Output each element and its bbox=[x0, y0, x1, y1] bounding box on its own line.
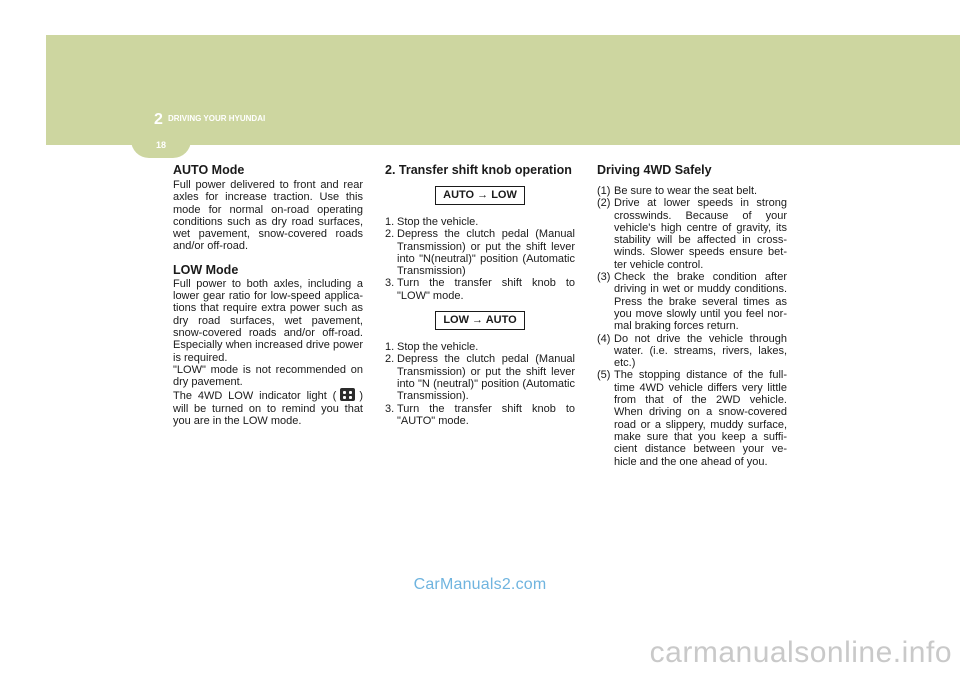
step-text: Depress the clutch pedal (Manual Transmission) or put the shift lever into "N(neutral)" position (Automatic Transmission) bbox=[397, 228, 575, 278]
indicator-text-before: The 4WD LOW indicator light ( bbox=[173, 390, 337, 403]
list-item bbox=[385, 353, 575, 402]
carmanuals-watermark[interactable]: CarManuals2.com bbox=[413, 576, 547, 593]
list-item bbox=[597, 333, 787, 370]
low-to-auto-steps bbox=[385, 341, 575, 427]
auto-mode-heading: AUTO Mode bbox=[173, 163, 245, 177]
auto-to-low-steps bbox=[385, 216, 575, 302]
list-item bbox=[597, 369, 787, 467]
indicator-text-after: ) will be turned on to remind you that you are in the LOW mode. bbox=[173, 390, 363, 428]
tip-text: Drive at lower speeds in strong crosswinds. Because of your vehicle's high centre of gravity, its stability will be affected in cross-winds. Slower speeds ensure bet-ter vehicle control. bbox=[614, 197, 787, 271]
driving-4wd-safely-heading: Driving 4WD Safely bbox=[597, 163, 712, 177]
list-item bbox=[385, 341, 575, 353]
low-mode-heading: LOW Mode bbox=[173, 262, 239, 277]
4wd-low-indicator-icon bbox=[340, 388, 355, 401]
step-number: 1. bbox=[385, 216, 395, 228]
auto-to-low-box: AUTO → LOW bbox=[435, 186, 525, 205]
column-modes bbox=[173, 163, 363, 427]
tip-text: The stopping distance of the full-time 4WD vehicle differs very little from that of the 2WD vehicle. When driving on a snow-covered road or a slippery, muddy surface, make sure that you keep a suffi-cient distance between your ve-hicle and the one ahead of you. bbox=[614, 369, 787, 468]
list-item bbox=[385, 216, 575, 228]
step-number: 2. bbox=[385, 228, 395, 241]
low-mode-text: Full power to both axles, including a lower gear ratio for low-speed applica-tions that require extra power such as dry road surfaces, wet pavement, snow-covered roads and/or off-road. Especially when increased drive power is required. bbox=[173, 277, 363, 364]
tip-text: Be sure to wear the seat belt. bbox=[614, 185, 758, 197]
low-to-auto-box: LOW → AUTO bbox=[435, 311, 525, 330]
column-safety bbox=[597, 163, 787, 468]
auto-mode-text: Full power delivered to front and rear axles for increase traction. Use this mode for normal on-road operating conditions such as dry road surfaces, wet pavement, snow-covered roads and/or off-road. bbox=[173, 179, 363, 253]
chapter-title: DRIVING YOUR HYUNDAI bbox=[168, 114, 266, 123]
tip-text: Check the brake condition after driving in wet or muddy conditions. Press the brake several times as you move slowly until you feel nor-mal braking forces return. bbox=[614, 271, 787, 333]
tip-text: Do not drive the vehicle through water. (i.e. streams, rivers, lakes, etc.) bbox=[614, 332, 787, 370]
step-text: Stop the vehicle. bbox=[397, 341, 479, 354]
header-band bbox=[46, 35, 960, 145]
page-number: 18 bbox=[155, 140, 166, 150]
tip-number: (4) bbox=[597, 332, 611, 345]
tip-number: (2) bbox=[597, 197, 611, 210]
column-transfer-knob bbox=[385, 163, 575, 427]
chapter-number: 2 bbox=[154, 111, 163, 128]
tip-number: (5) bbox=[597, 369, 611, 382]
step-text: Stop the vehicle. bbox=[397, 216, 479, 228]
tip-number: (3) bbox=[597, 271, 611, 284]
tip-number: (1) bbox=[597, 185, 611, 197]
list-item bbox=[597, 271, 787, 332]
step-number: 2. bbox=[385, 353, 395, 366]
list-item bbox=[385, 403, 575, 428]
list-item bbox=[597, 185, 787, 197]
step-number: 3. bbox=[385, 277, 395, 290]
indicator-paragraph bbox=[173, 388, 363, 427]
step-number: 3. bbox=[385, 402, 395, 415]
step-text: Turn the transfer shift knob to "AUTO" mode. bbox=[397, 402, 575, 427]
low-mode-note: "LOW" mode is not recommended on dry pavement. bbox=[173, 363, 363, 389]
list-item bbox=[385, 277, 575, 302]
site-watermark: carmanualsonline.info bbox=[649, 636, 952, 669]
step-text: Turn the transfer shift knob to "LOW" mode. bbox=[397, 277, 575, 302]
list-item bbox=[385, 228, 575, 277]
list-item bbox=[597, 197, 787, 271]
transfer-knob-heading: 2. Transfer shift knob operation bbox=[385, 163, 572, 177]
step-number: 1. bbox=[385, 341, 395, 354]
step-text: Depress the clutch pedal (Manual Transmission) or put the shift lever into "N (neutral)" position (Automatic Transmission). bbox=[397, 353, 575, 403]
safety-tips-list bbox=[597, 185, 787, 468]
